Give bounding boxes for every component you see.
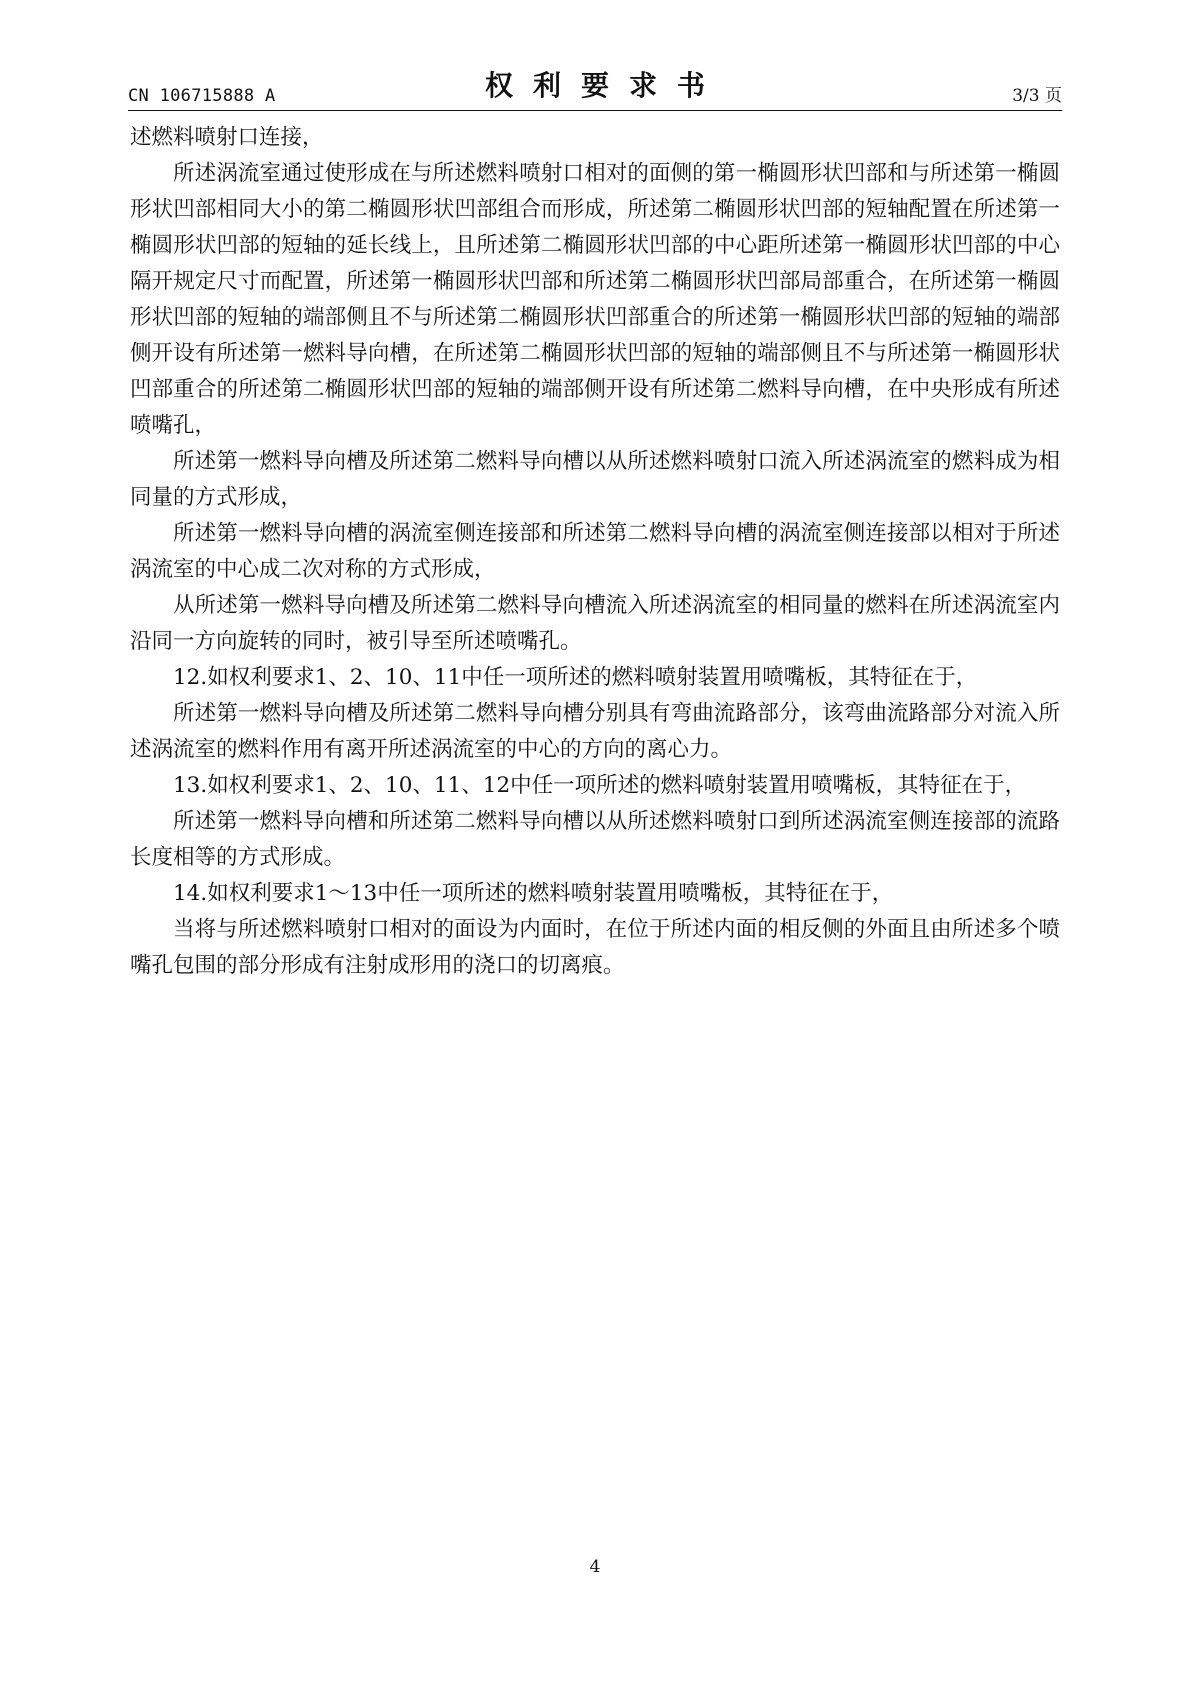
page-count: 3/3 页 [1012, 86, 1062, 106]
page-header [128, 66, 1062, 110]
claim-paragraph: 当将与所述燃料喷射口相对的面设为内面时，在位于所述内面的相反侧的外面且由所述多个喷嘴孔包围的部分形成有注射成形用的浇口的切离痕。 [130, 917, 1060, 978]
claim-paragraph: 所述第一燃料导向槽的涡流室侧连接部和所述第二燃料导向槽的涡流室侧连接部以相对于所述涡流室的中心成二次对称的方式形成， [130, 521, 1060, 582]
claim-paragraph: 述燃料喷射口连接， [130, 125, 324, 150]
page-number: 4 [589, 1557, 601, 1577]
claim-paragraph: 所述第一燃料导向槽及所述第二燃料导向槽分别具有弯曲流路部分，该弯曲流路部分对流入所述涡流室的燃料作用有离开所述涡流室的中心的方向的离心力。 [130, 701, 1060, 762]
claims-body [130, 120, 1060, 984]
claim-paragraph: 所述第一燃料导向槽和所述第二燃料导向槽以从所述燃料喷射口到所述涡流室侧连接部的流路长度相等的方式形成。 [130, 809, 1060, 870]
claim-12-heading: 12.如权利要求1、2、10、11中任一项所述的燃料喷射装置用喷嘴板，其特征在于， [173, 665, 978, 690]
claim-paragraph: 所述第一燃料导向槽及所述第二燃料导向槽以从所述燃料喷射口流入所述涡流室的燃料成为相同量的方式形成， [130, 449, 1060, 510]
claim-13-heading: 13.如权利要求1、2、10、11、12中任一项所述的燃料喷射装置用喷嘴板，其特征在于， [173, 773, 1027, 798]
claim-paragraph: 所述涡流室通过使形成在与所述燃料喷射口相对的面侧的第一椭圆形状凹部和与所述第一椭圆形状凹部相同大小的第二椭圆形状凹部组合而形成，所述第二椭圆形状凹部的短轴配置在所述第一椭圆形状凹部的短轴的延长线上，且所述第二椭圆形状凹部的中心距所述第一椭圆形状凹部的中心隔开规定尺寸而配置，所述第一椭圆形状凹部和所述第二椭圆形状凹部局部重合，在所述第一椭圆形状凹部的短轴的端部侧且不与所述第二椭圆形状凹部重合的所述第一椭圆形状凹部的短轴的端部侧开设有所述第一燃料导向槽，在所述第二椭圆形状凹部的短轴的端部侧且不与所述第一椭圆形状凹部重合的所述第二椭圆形状凹部的短轴的端部侧开设有所述第二燃料导向槽，在中央形成有所述喷嘴孔， [130, 161, 1060, 438]
header-divider [128, 110, 1062, 111]
publication-number: CN 106715888 A [128, 86, 276, 106]
claim-paragraph: 从所述第一燃料导向槽及所述第二燃料导向槽流入所述涡流室的相同量的燃料在所述涡流室内沿同一方向旋转的同时，被引导至所述喷嘴孔。 [130, 593, 1060, 654]
document-title: 权利要求书 [484, 69, 725, 102]
claim-14-heading: 14.如权利要求1～13中任一项所述的燃料喷射装置用喷嘴板，其特征在于， [173, 881, 894, 906]
